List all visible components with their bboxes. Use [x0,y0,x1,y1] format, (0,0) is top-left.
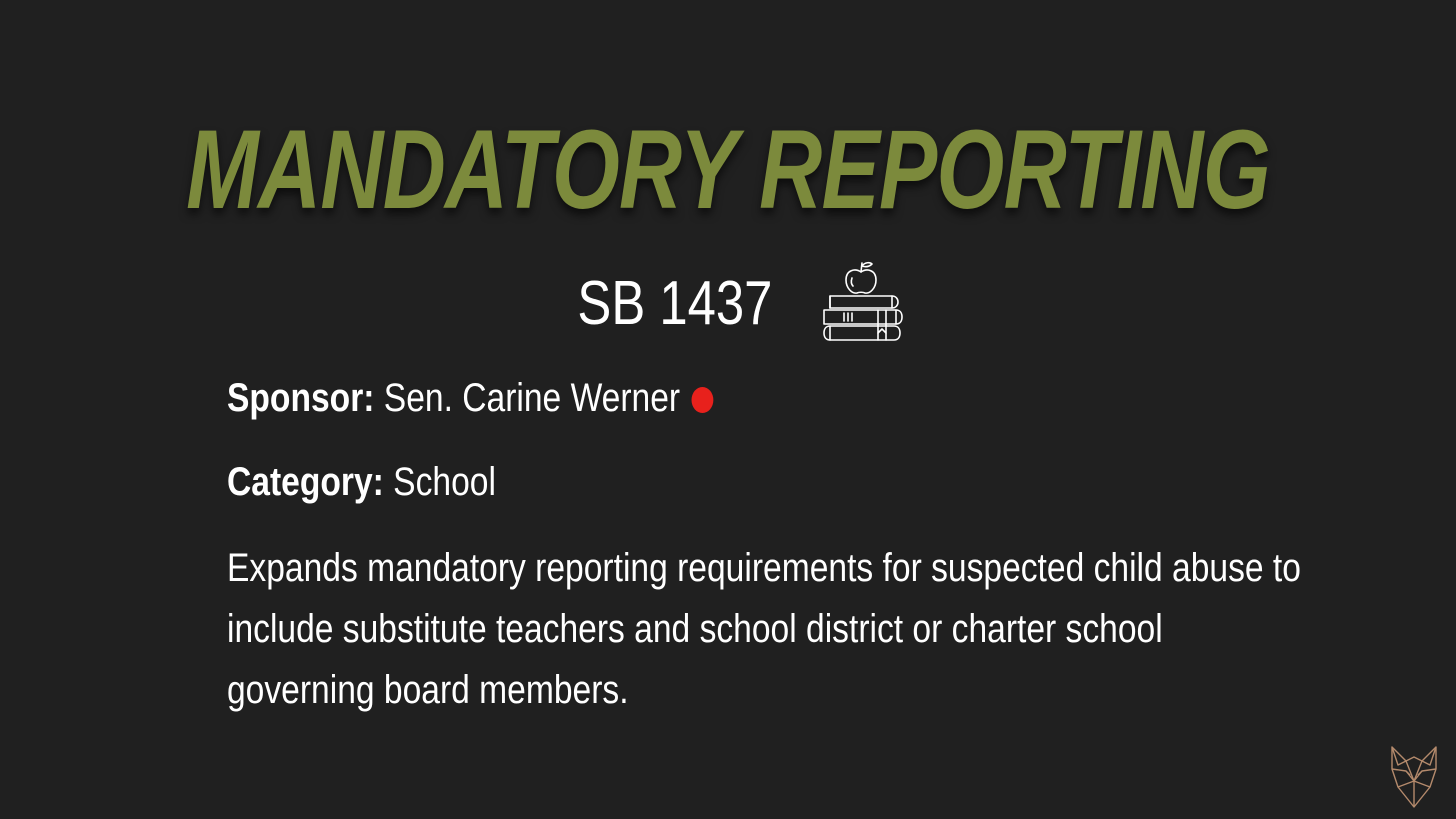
category-label: Category: [227,460,384,504]
bill-description: Expands mandatory reporting requirements for suspected child abuse to include substitute teachers and school district or charter school governing board members. [227,546,1301,712]
bill-number: SB 1437 [577,269,773,338]
slide-title: MANDATORY REPORTING [186,107,1270,232]
sponsor-value: Sen. Carine Werner [383,376,681,420]
bill-header [0,254,1456,354]
party-indicator-dot [692,387,714,413]
wolf-head-icon [1386,741,1442,811]
category-value: School [393,460,496,504]
sponsor-line [227,372,714,424]
books-with-apple-icon [816,256,906,352]
category-line [227,456,496,508]
sponsor-label: Sponsor: [227,376,375,420]
